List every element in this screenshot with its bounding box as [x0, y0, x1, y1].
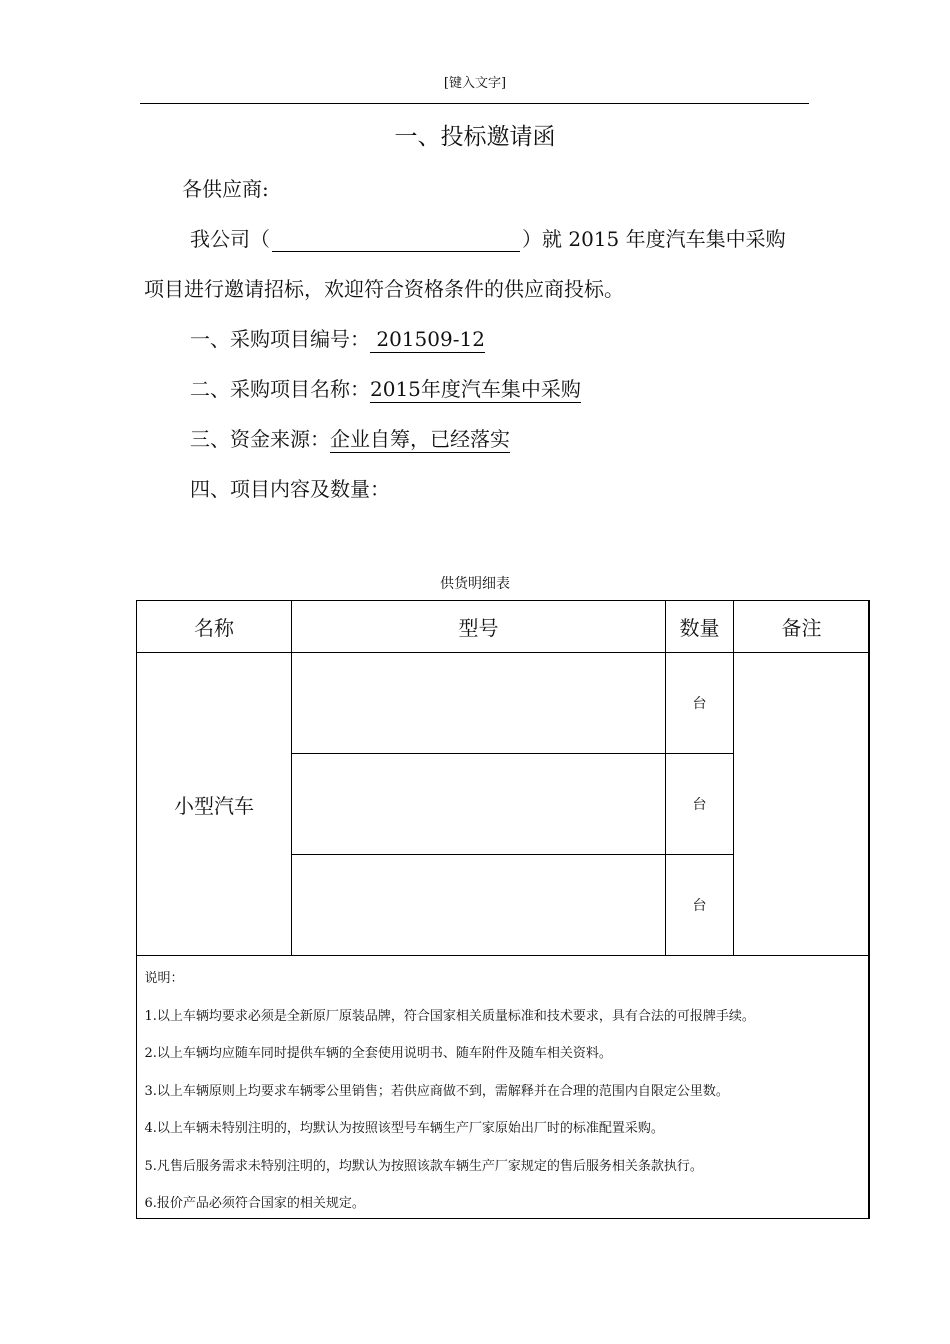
intro-suffix: ）就 2015 年度汽车集中采购	[522, 227, 786, 251]
notes-cell	[137, 956, 870, 1219]
model-cell	[292, 754, 666, 855]
remarks-cell	[734, 653, 870, 956]
header-name: 名称	[137, 601, 292, 653]
page-header: [键入文字]	[443, 76, 507, 91]
item-project-number	[190, 323, 485, 352]
item-funding-source	[190, 423, 510, 452]
note-line: 6.报价产品必须符合国家的相关规定。	[144, 1195, 365, 1211]
item-project-name	[190, 373, 581, 402]
intro-line-1	[190, 223, 786, 252]
item-label: 二、采购项目名称：	[190, 377, 370, 401]
intro-prefix: 我公司（	[190, 227, 270, 251]
item-label: 一、采购项目编号：	[190, 327, 370, 351]
table-caption: 供货明细表	[440, 576, 510, 592]
notes-row	[137, 956, 870, 1219]
item-label: 三、资金来源：	[190, 427, 330, 451]
model-cell	[292, 855, 666, 956]
item-value: 201509-12	[370, 327, 485, 351]
quantity-unit-cell: 台	[666, 855, 734, 956]
item-label: 四、项目内容及数量：	[190, 477, 390, 501]
table-row	[137, 653, 870, 754]
notes-heading: 说明：	[144, 970, 184, 986]
note-line: 3.以上车辆原则上均要求车辆零公里销售；若供应商做不到，需解释并在合理的范围内自限定公里数。	[144, 1083, 729, 1099]
item-content-quantity	[190, 473, 390, 502]
quantity-unit-cell: 台	[666, 754, 734, 855]
model-cell	[292, 653, 666, 754]
header-model: 型号	[292, 601, 666, 653]
item-value: 2015年度汽车集中采购	[370, 377, 581, 401]
table-header-row	[137, 601, 870, 653]
car-name-cell: 小型汽车	[137, 653, 292, 956]
header-rule	[140, 103, 809, 104]
table-right-border	[868, 600, 870, 1218]
supply-detail-table	[136, 600, 870, 1219]
note-line: 1.以上车辆均要求必须是全新原厂原装品牌，符合国家相关质量标准和技术要求，具有合法的可报牌手续。	[144, 1008, 755, 1024]
company-name-blank	[272, 229, 520, 252]
note-line: 2.以上车辆均应随车同时提供车辆的全套使用说明书、随车附件及随车相关资料。	[144, 1045, 612, 1061]
header-remarks: 备注	[734, 601, 870, 653]
greeting: 各供应商:	[182, 177, 269, 201]
quantity-unit-cell: 台	[666, 653, 734, 754]
intro-line-2: 项目进行邀请招标，欢迎符合资格条件的供应商投标。	[144, 277, 624, 301]
note-line: 5.凡售后服务需求未特别注明的，均默认为按照该款车辆生产厂家规定的售后服务相关条款执行。	[144, 1158, 703, 1174]
document-title: 一、投标邀请函	[394, 124, 556, 150]
note-line: 4.以上车辆未特别注明的，均默认为按照该型号车辆生产厂家原始出厂时的标准配置采购。	[144, 1120, 664, 1136]
item-value: 企业自筹，已经落实	[330, 427, 510, 451]
header-quantity: 数量	[666, 601, 734, 653]
